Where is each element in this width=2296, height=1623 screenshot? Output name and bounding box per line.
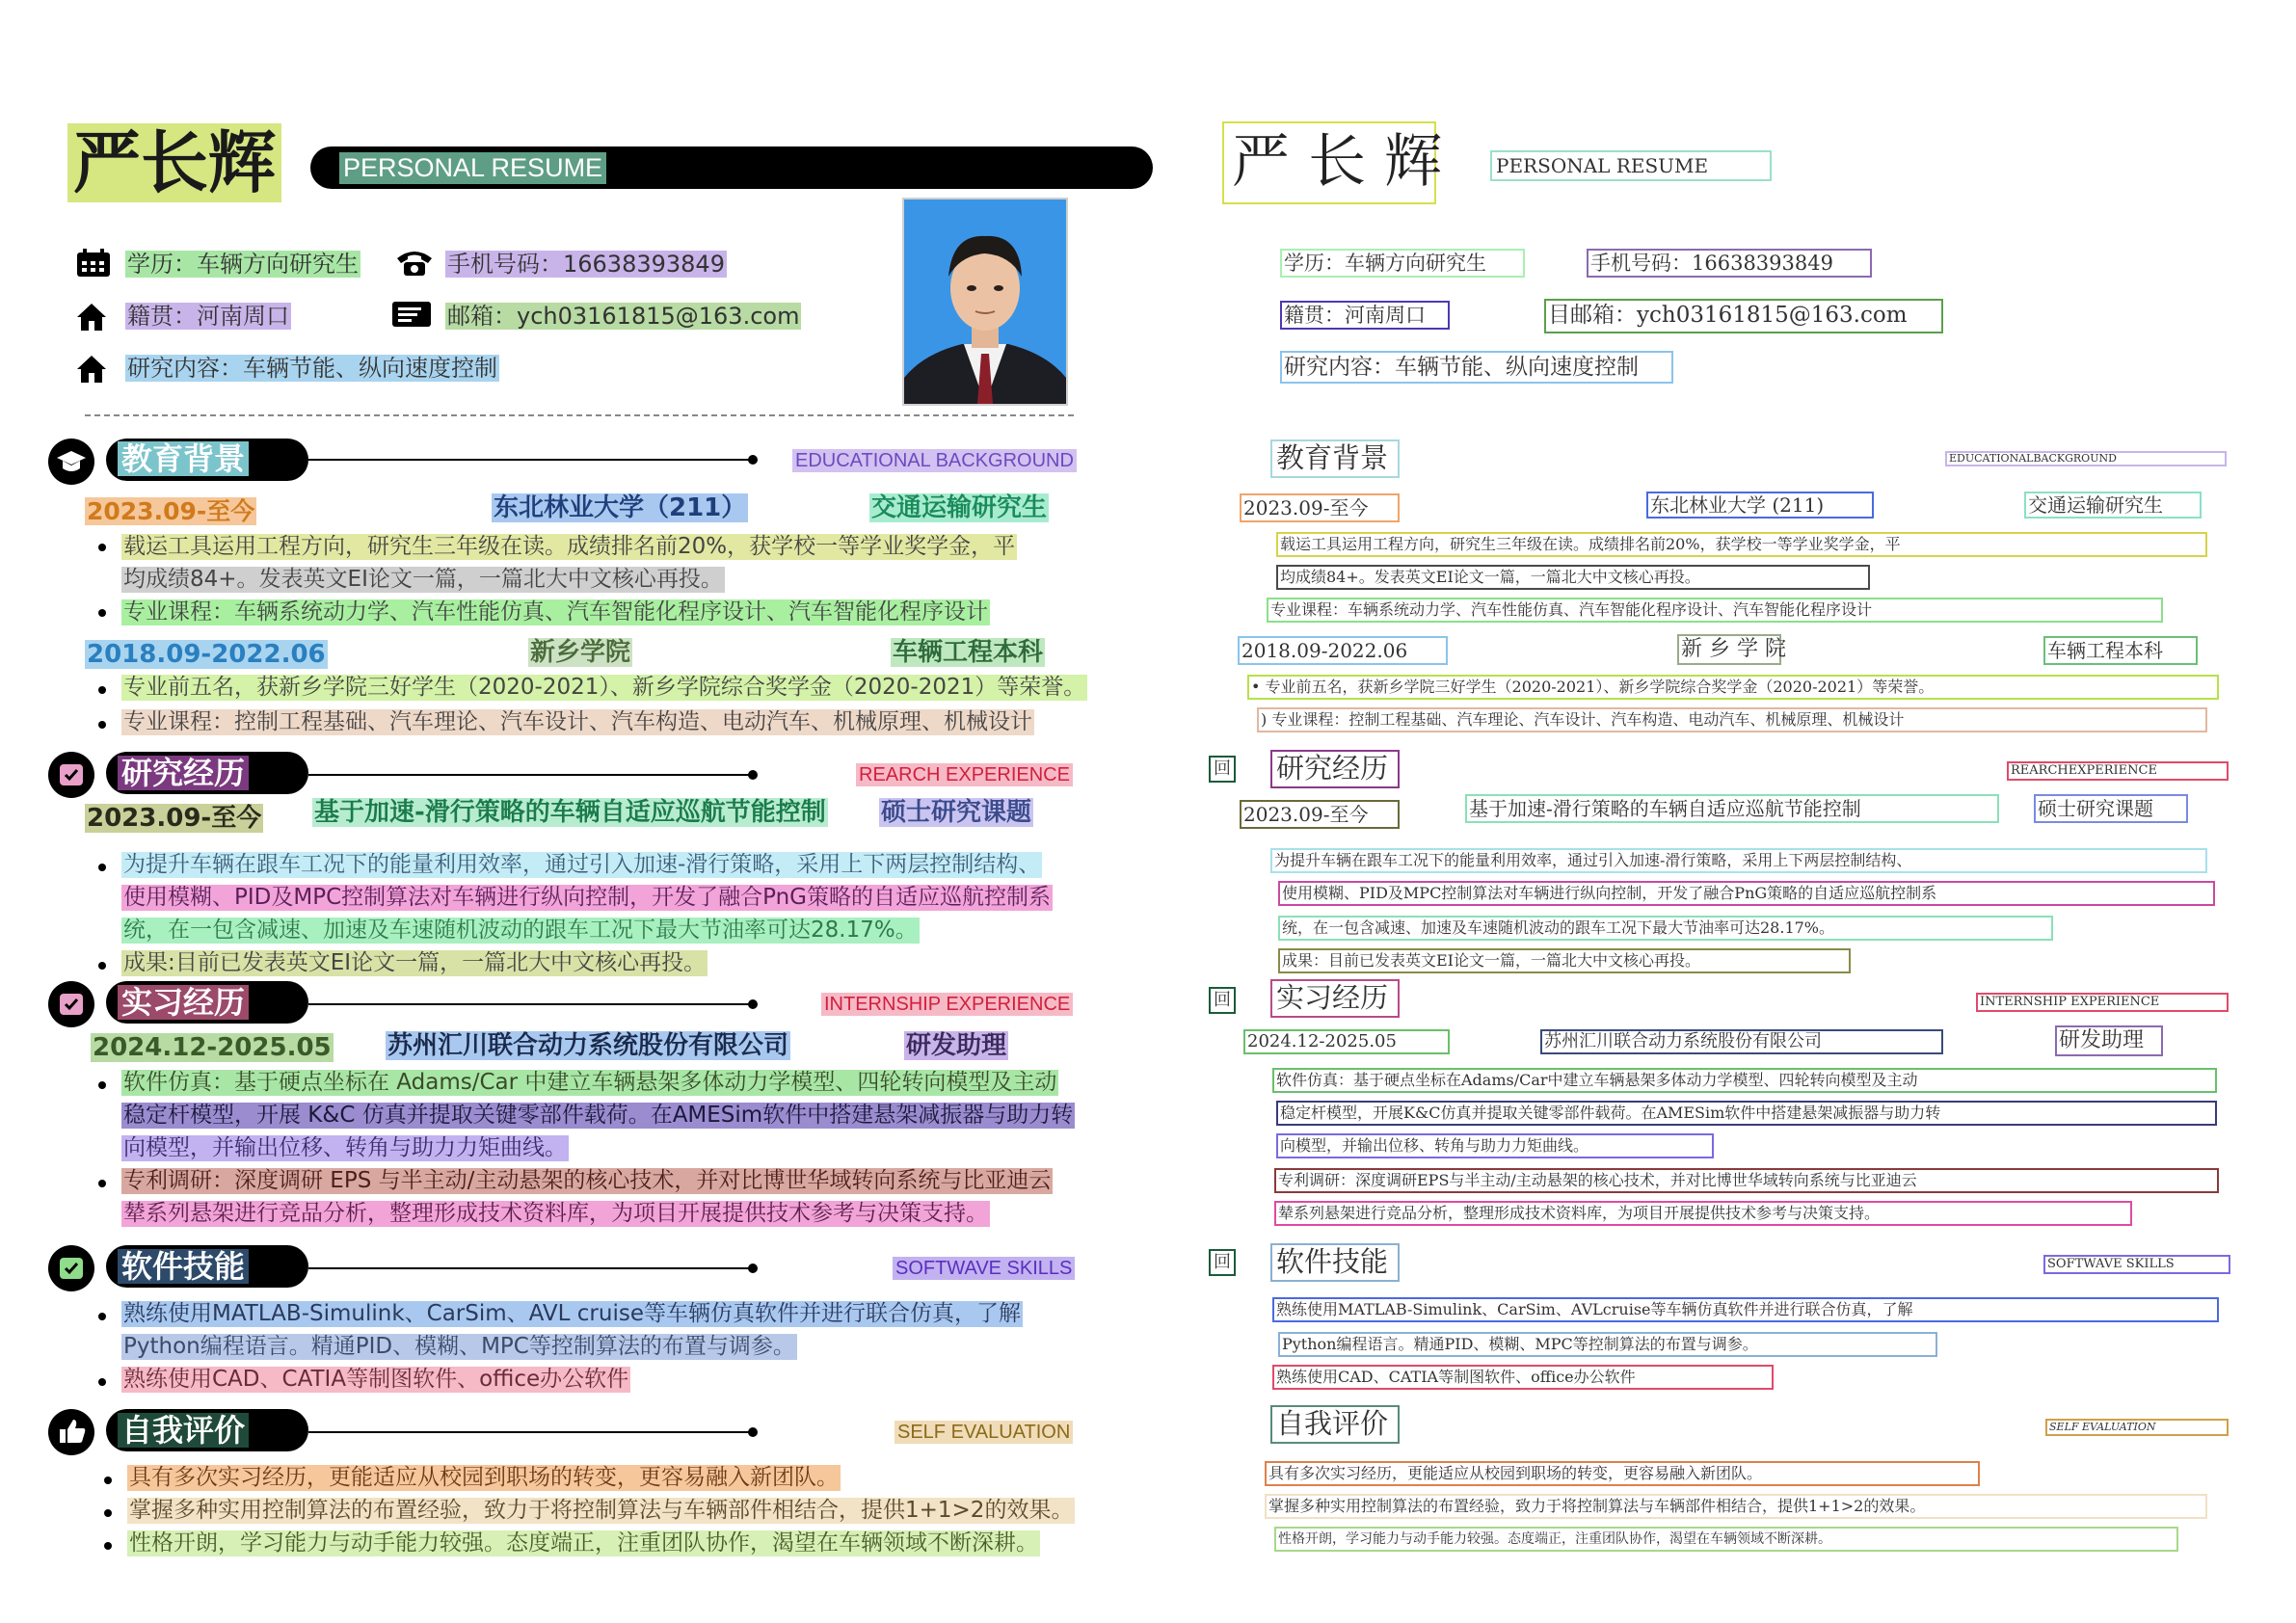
edu-date-1: 2023.09-至今: [87, 497, 255, 525]
bullet: [104, 1477, 112, 1484]
mail-icon: [390, 300, 433, 331]
bullet: [98, 864, 106, 871]
research-interest-box: 研究内容：车辆节能、纵向速度控制: [1280, 351, 1673, 384]
bullet: [98, 1180, 106, 1187]
hometown: 籍贯：河南周口: [127, 303, 289, 330]
rule-end-dot: [748, 455, 758, 465]
education-level-box: 学历：车辆方向研究生: [1280, 249, 1525, 278]
edu-line: 专业前五名，获新乡学院三好学生（2020-2021）、新乡学院综合奖学金（2020-2021）等荣誉。: [123, 675, 1086, 700]
section-title-box: 教育背景: [1270, 439, 1400, 478]
edu-major-1: 交通运输研究生: [871, 493, 1048, 522]
res-title: 基于加速-滑行策略的车辆自适应巡航节能控制: [314, 798, 826, 827]
rule-end-dot: [748, 999, 758, 1009]
section-rule: [308, 774, 752, 776]
int-line: 辇系列悬架进行竞品分析，整理形成技术资料库，为项目开展提供技术参考与决策支持。: [123, 1201, 988, 1226]
email-box: 目邮箱：ych03161815@163.com: [1544, 299, 1943, 333]
email: 邮箱：ych03161815@163.com: [447, 303, 800, 330]
rule-end-dot: [748, 770, 758, 780]
box-icon: 回: [1209, 756, 1236, 783]
int-line-box: 专利调研：深度调研EPS与半主动/主动悬架的核心技术，并对比博世华域转向系统与比亚迪云: [1274, 1168, 2219, 1193]
profile-photo: [902, 198, 1068, 406]
res-type-box: 硕士研究课题: [2034, 794, 2188, 823]
edu-date-box: 2018.09-2022.06: [1238, 636, 1448, 665]
edu-line: 专业课程：车辆系统动力学、汽车性能仿真、汽车智能化程序设计、汽车智能化程序设计: [123, 599, 988, 625]
phone-number: 手机号码：16638393849: [447, 251, 725, 278]
edu-major-box: 交通运输研究生: [2024, 492, 2202, 519]
edu-school-2: 新乡学院: [530, 638, 631, 667]
edu-date-box: 2023.09-至今: [1240, 493, 1400, 522]
int-role: 研发助理: [906, 1031, 1007, 1060]
edu-line: 载运工具运用工程方向，研究生三年级在读。成绩排名前20%，获学校一等学业奖学金，平: [123, 534, 1016, 559]
edu-line-box: 均成绩84+。发表英文EI论文一篇，一篇北大中文核心再投。: [1276, 565, 1870, 590]
section-rule: [308, 1267, 752, 1269]
int-line-box: 向模型，并输出位移、转角与助力力矩曲线。: [1276, 1133, 1714, 1158]
skill-line: 熟练使用MATLAB-Simulink、CarSim、AVL cruise等车辆仿真软件并进行联合仿真，了解: [123, 1301, 1021, 1326]
edu-line: 专业课程：控制工程基础、汽车理论、汽车设计、汽车构造、电动汽车、机械原理、机械设计: [123, 709, 1032, 734]
research-interest: 研究内容：车辆节能、纵向速度控制: [127, 355, 497, 382]
graduation-cap-icon: [56, 447, 87, 476]
int-line: 向模型，并输出位移、转角与助力力矩曲线。: [123, 1135, 567, 1160]
res-line: 统，在一包含减速、加速及车速随机波动的跟车工况下最大节油率可达28.17%。: [123, 918, 918, 943]
res-line: 为提升车辆在跟车工况下的能量利用效率，通过引入加速-滑行策略，采用上下两层控制结构、: [123, 852, 1041, 877]
phone-box: 手机号码：16638393849: [1587, 249, 1872, 278]
skill-line: Python编程语言。精通PID、模糊、MPC等控制算法的布置与调参。: [123, 1334, 795, 1359]
section-title-self: 自我评价: [118, 1413, 249, 1448]
int-line-box: 辇系列悬架进行竞品分析，整理形成技术资料库，为项目开展提供技术参考与决策支持。: [1274, 1201, 2132, 1226]
bullet: [98, 609, 106, 617]
section-title-internship: 实习经历: [118, 985, 249, 1020]
int-line: 专利调研：深度调研 EPS 与半主动/主动悬架的核心技术，并对比博世华域转向系统与比亚迪云: [123, 1168, 1052, 1193]
edu-major-box: 车辆工程本科: [2043, 636, 2198, 665]
int-company: 苏州汇川联合动力系统股份有限公司: [387, 1031, 789, 1060]
rule-end-dot: [748, 1427, 758, 1437]
bullet: [98, 1313, 106, 1320]
divider: [85, 414, 1074, 416]
res-type: 硕士研究课题: [881, 798, 1032, 827]
int-line-box: 软件仿真：基于硬点坐标在Adams/Car中建立车辆悬架多体动力学模型、四轮转向模型及主动: [1272, 1068, 2217, 1093]
section-title-box: 软件技能: [1270, 1243, 1400, 1282]
name-title: 严长辉: [67, 123, 281, 202]
box-icon: 回: [1209, 987, 1236, 1014]
section-title-skills: 软件技能: [118, 1249, 249, 1284]
rule-end-dot: [748, 1264, 758, 1273]
res-line: 成果:目前已发表英文EI论文一篇，一篇北大中文核心再投。: [123, 950, 707, 975]
section-title-box: 实习经历: [1270, 979, 1400, 1018]
section-en-skills: SOFTWAVE SKILLS: [893, 1257, 1075, 1280]
section-en-research: REARCH EXPERIENCE: [856, 763, 1073, 786]
bullet: [98, 686, 106, 694]
name-box: 严 长 辉: [1222, 121, 1436, 204]
section-rule: [308, 1431, 752, 1433]
section-title-education: 教育背景: [118, 441, 249, 476]
bullet: [98, 1081, 106, 1089]
section-en-box: EDUCATIONALBACKGROUND: [1945, 451, 2227, 466]
edu-major-2: 车辆工程本科: [893, 638, 1044, 667]
res-line-box: 成果：目前已发表英文EI论文一篇，一篇北大中文核心再投。: [1278, 948, 1851, 973]
res-date-box: 2023.09-至今: [1240, 800, 1400, 829]
edu-school-box: 东北林业大学 (211): [1646, 492, 1874, 519]
calendar-check-icon: [58, 760, 85, 787]
int-date: 2024.12-2025.05: [93, 1033, 332, 1062]
box-icon: 回: [1209, 1249, 1236, 1276]
edu-line-box: • 专业前五名，获新乡学院三好学生（2020-2021）、新乡学院综合奖学金（2020-2021）等荣誉。: [1247, 675, 2219, 700]
res-line-box: 统，在一包含减速、加速及车速随机波动的跟车工况下最大节油率可达28.17%。: [1278, 916, 2053, 941]
calendar-check-icon: [58, 990, 85, 1017]
edu-line-box: ) 专业课程：控制工程基础、汽车理论、汽车设计、汽车构造、电动汽车、机械原理、机械设计: [1257, 707, 2207, 732]
bullet: [98, 544, 106, 551]
int-company-box: 苏州汇川联合动力系统股份有限公司: [1540, 1029, 1943, 1054]
skill-line-box: 熟练使用CAD、CATIA等制图软件、office办公软件: [1272, 1365, 1774, 1390]
section-title-box: 自我评价: [1270, 1405, 1400, 1444]
section-en-box: REARCHEXPERIENCE: [2007, 761, 2229, 781]
calendar-icon: [75, 248, 112, 279]
header-tag: PERSONAL RESUME: [339, 152, 606, 184]
edu-school-1: 东北林业大学（211）: [494, 493, 747, 522]
int-line: 稳定杆模型，开展 K&C 仿真并提取关键零部件载荷。在AMESim软件中搭建悬架减振器与助力转: [123, 1103, 1074, 1128]
bullet: [104, 1509, 112, 1517]
bullet: [98, 962, 106, 970]
res-date: 2023.09-至今: [87, 804, 262, 833]
calendar-check-icon: [58, 1254, 85, 1281]
int-role-box: 研发助理: [2055, 1025, 2163, 1056]
skill-line: 熟练使用CAD、CATIA等制图软件、office办公软件: [123, 1367, 629, 1392]
self-line: 掌握多种实用控制算法的布置经验，致力于将控制算法与车辆部件相结合，提供1+1>2的效果。: [129, 1498, 1074, 1523]
skill-line-box: 熟练使用MATLAB-Simulink、CarSim、AVLcruise等车辆仿真软件并进行联合仿真，了解: [1272, 1297, 2219, 1322]
edu-line: 均成绩84+。发表英文EI论文一篇，一篇北大中文核心再投。: [123, 567, 723, 592]
int-line: 软件仿真：基于硬点坐标在 Adams/Car 中建立车辆悬架多体动力学模型、四轮转向模型及主动: [123, 1070, 1057, 1095]
res-line-box: 使用模糊、PID及MPC控制算法对车辆进行纵向控制，开发了融合PnG策略的自适应巡航控制系: [1278, 881, 2215, 906]
home-icon: [75, 354, 108, 385]
section-en-box: SELF EVALUATION: [2045, 1419, 2229, 1436]
res-line: 使用模糊、PID及MPC控制算法对车辆进行纵向控制，开发了融合PnG策略的自适应巡航控制系: [123, 885, 1052, 910]
res-line-box: 为提升车辆在跟车工况下的能量利用效率，通过引入加速-滑行策略，采用上下两层控制结构、: [1270, 848, 2207, 873]
section-title-research: 研究经历: [118, 756, 249, 790]
hometown-box: 籍贯：河南周口: [1280, 301, 1450, 330]
self-line-box: 性格开朗，学习能力与动手能力较强。态度端正，注重团队协作，渴望在车辆领域不断深耕。: [1274, 1527, 2178, 1552]
education-level: 学历：车辆方向研究生: [127, 251, 359, 278]
section-title-box: 研究经历: [1270, 750, 1400, 788]
self-line-box: 掌握多种实用控制算法的布置经验，致力于将控制算法与车辆部件相结合，提供1+1>2的效果。: [1265, 1494, 2207, 1519]
section-rule: [308, 459, 752, 461]
section-en-box: SOFTWAVE SKILLS: [2043, 1255, 2230, 1274]
bullet: [98, 721, 106, 729]
phone-icon: [395, 249, 434, 278]
self-line: 性格开朗，学习能力与动手能力较强。态度端正，注重团队协作，渴望在车辆领域不断深耕。: [129, 1530, 1038, 1556]
self-line: 具有多次实习经历，更能适应从校园到职场的转变，更容易融入新团队。: [129, 1465, 839, 1490]
edu-date-2: 2018.09-2022.06: [87, 640, 326, 669]
section-en-internship: INTERNSHIP EXPERIENCE: [821, 993, 1073, 1016]
skill-line-box: Python编程语言。精通PID、模糊、MPC等控制算法的布置与调参。: [1278, 1332, 1937, 1357]
edu-line-box: 专业课程：车辆系统动力学、汽车性能仿真、汽车智能化程序设计、汽车智能化程序设计: [1267, 598, 2163, 623]
home-icon: [75, 302, 108, 333]
section-en-self: SELF EVALUATION: [894, 1421, 1073, 1444]
tag-box: PERSONAL RESUME: [1490, 150, 1772, 181]
section-en-box: INTERNSHIP EXPERIENCE: [1976, 993, 2229, 1012]
int-line-box: 稳定杆模型，开展K&C仿真并提取关键零部件载荷。在AMESim软件中搭建悬架减振器与助力转: [1276, 1101, 2217, 1126]
bullet: [104, 1542, 112, 1550]
self-line-box: 具有多次实习经历，更能适应从校园到职场的转变，更容易融入新团队。: [1265, 1461, 1980, 1486]
thumbs-up-icon: [58, 1418, 87, 1445]
res-title-box: 基于加速-滑行策略的车辆自适应巡航节能控制: [1465, 794, 1999, 823]
section-rule: [308, 1003, 752, 1005]
int-date-box: 2024.12-2025.05: [1243, 1029, 1450, 1054]
edu-line-box: 载运工具运用工程方向，研究生三年级在读。成绩排名前20%，获学校一等学业奖学金，平: [1276, 532, 2207, 557]
bullet: [98, 1378, 106, 1386]
section-en-education: EDUCATIONAL BACKGROUND: [792, 449, 1077, 472]
edu-school-box: 新 乡 学 院: [1677, 634, 1781, 665]
